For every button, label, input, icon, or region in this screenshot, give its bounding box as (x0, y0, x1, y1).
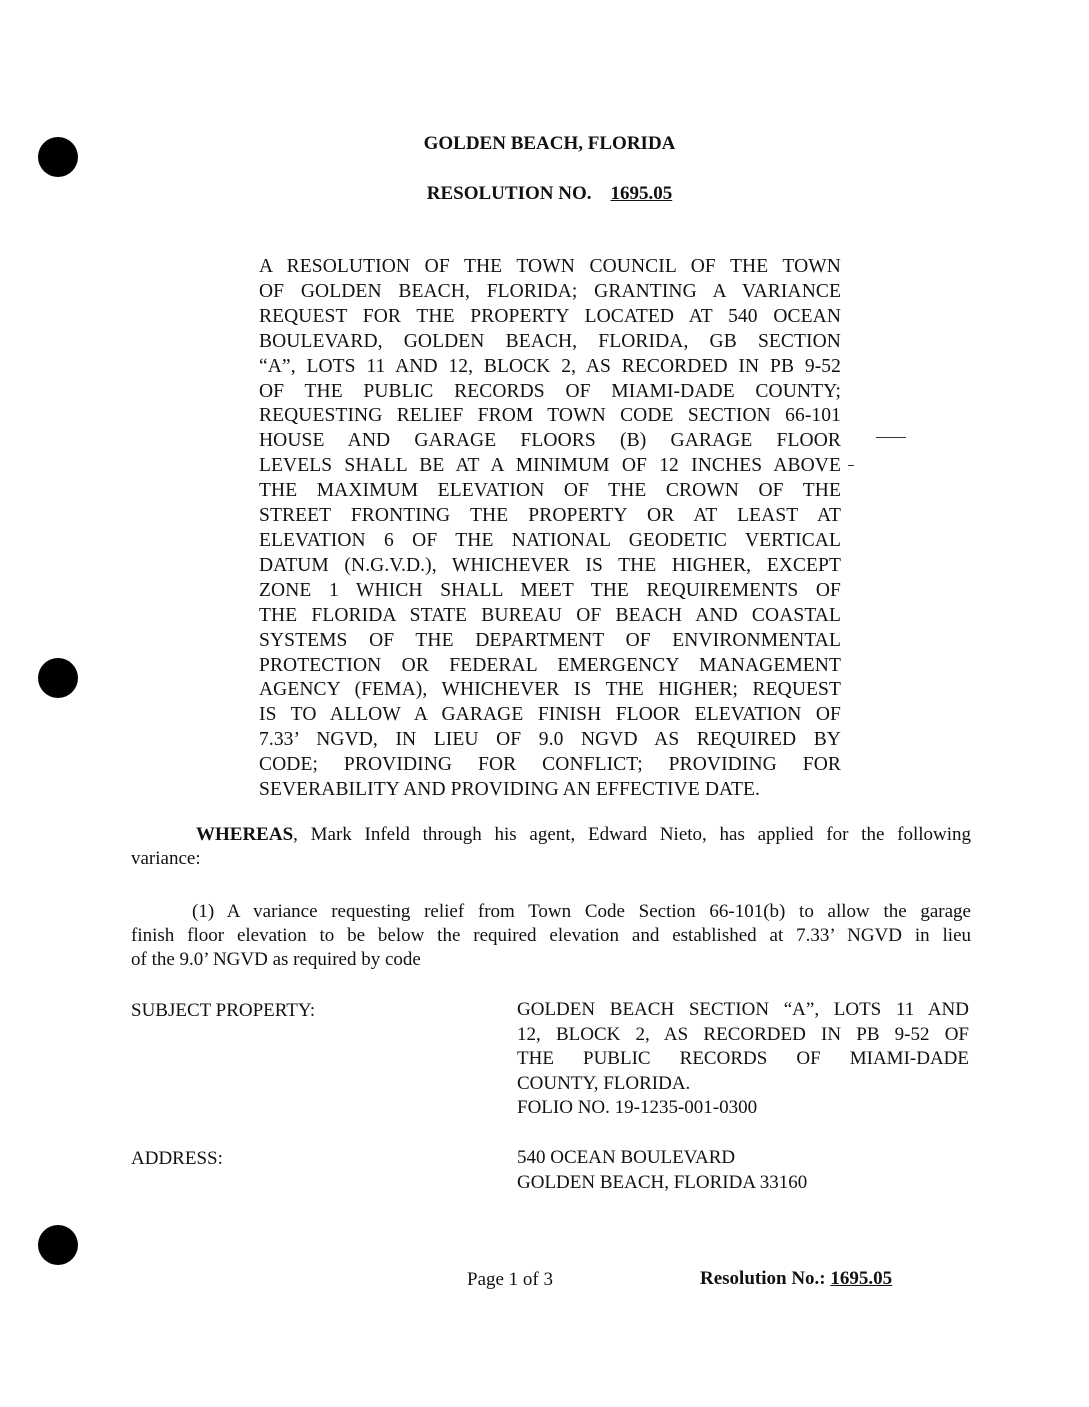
whereas-keyword: WHEREAS (196, 824, 294, 845)
subject-line: GOLDEN BEACH SECTION “A”, LOTS 11 AND (517, 999, 969, 1020)
title-line: “A”, LOTS 11 AND 12, BLOCK 2, AS RECORDED IN PB 9-52 (259, 355, 841, 377)
footer-resolution-label: Resolution No.: (700, 1268, 826, 1289)
title-line: STREET FRONTING THE PROPERTY OR AT LEAST AT (259, 505, 841, 527)
resolution-title-block (259, 255, 841, 803)
title-line: THE FLORIDA STATE BUREAU OF BEACH AND COASTAL (259, 604, 841, 626)
title-line: REQUEST FOR THE PROPERTY LOCATED AT 540 OCEAN (259, 305, 841, 327)
title-line: LEVELS SHALL BE AT A MINIMUM OF 12 INCHES ABOVE (259, 455, 841, 477)
title-line: OF GOLDEN BEACH, FLORIDA; GRANTING A VARIANCE (259, 280, 841, 302)
title-line: CODE; PROVIDING FOR CONFLICT; PROVIDING FOR (259, 754, 841, 776)
subject-property-label: SUBJECT PROPERTY: (131, 1000, 316, 1021)
resolution-label: RESOLUTION NO. (426, 183, 592, 204)
resolution-number: 1695.05 (610, 183, 673, 204)
address-line: 540 OCEAN BOULEVARD (517, 1147, 736, 1168)
scan-mark (876, 437, 906, 438)
whereas-line-1: WHEREAS, Mark Infeld through his agent, Edward Nieto, has applied for the following (196, 824, 971, 845)
item-line-3: of the 9.0’ NGVD as required by code (131, 949, 421, 970)
resolution-number-heading (5, 183, 1089, 205)
title-line: REQUESTING RELIEF FROM TOWN CODE SECTION 66-101 (259, 405, 841, 427)
folio-number: FOLIO NO. 19-1235-001-0300 (517, 1097, 758, 1118)
title-line: DATUM (N.G.V.D.), WHICHEVER IS THE HIGHER, EXCEPT (259, 554, 841, 576)
subject-property-value (517, 998, 969, 1121)
municipality-heading: GOLDEN BEACH, FLORIDA (423, 133, 676, 154)
title-line: PROTECTION OR FEDERAL EMERGENCY MANAGEMENT (259, 654, 841, 676)
title-line: SEVERABILITY AND PROVIDING AN EFFECTIVE DATE. (259, 779, 761, 801)
subject-line: 12, BLOCK 2, AS RECORDED IN PB 9-52 OF (517, 1023, 969, 1045)
title-line: AGENCY (FEMA), WHICHEVER IS THE HIGHER; REQUEST (259, 679, 841, 701)
title-line: BOULEVARD, GOLDEN BEACH, FLORIDA, GB SECTION (259, 330, 841, 352)
subject-line: COUNTY, FLORIDA. (517, 1072, 691, 1094)
title-line: SYSTEMS OF THE DEPARTMENT OF ENVIRONMENTAL (259, 629, 841, 651)
scan-mark (848, 465, 854, 466)
title-line: IS TO ALLOW A GARAGE FINISH FLOOR ELEVATION OF (259, 704, 841, 726)
whereas-paragraph (131, 823, 971, 871)
subject-line: THE PUBLIC RECORDS OF MIAMI-DADE (517, 1048, 969, 1069)
title-line: OF THE PUBLIC RECORDS OF MIAMI-DADE COUNTY; (259, 380, 841, 402)
page-number: Page 1 of 3 (467, 1269, 554, 1290)
title-line: ZONE 1 WHICH SHALL MEET THE REQUIREMENTS OF (259, 579, 841, 601)
title-line: THE MAXIMUM ELEVATION OF THE CROWN OF THE (259, 480, 841, 502)
address-line: GOLDEN BEACH, FLORIDA 33160 (517, 1171, 808, 1193)
title-line: A RESOLUTION OF THE TOWN COUNCIL OF THE TOWN (259, 256, 841, 277)
whereas-line-2: variance: (131, 848, 201, 869)
punch-hole-middle (38, 658, 78, 698)
item-line-2: finish floor elevation to be below the required elevation and established at 7.33’ NGVD in lieu (131, 925, 971, 946)
title-line: 7.33’ NGVD, IN LIEU OF 9.0 NGVD AS REQUIRED BY (259, 729, 841, 751)
variance-item-paragraph (131, 900, 971, 972)
address-label: ADDRESS: (131, 1148, 223, 1169)
title-line: ELEVATION 6 OF THE NATIONAL GEODETIC VERTICAL (259, 529, 841, 551)
footer-resolution (700, 1268, 892, 1290)
title-line: HOUSE AND GARAGE FLOORS (B) GARAGE FLOOR (259, 430, 841, 452)
footer-resolution-number: 1695.05 (830, 1268, 893, 1289)
item-line-1: (1) A variance requesting relief from Town Code Section 66-101(b) to allow the garage (192, 901, 971, 922)
punch-hole-bottom (38, 1225, 78, 1265)
address-value (517, 1146, 969, 1195)
